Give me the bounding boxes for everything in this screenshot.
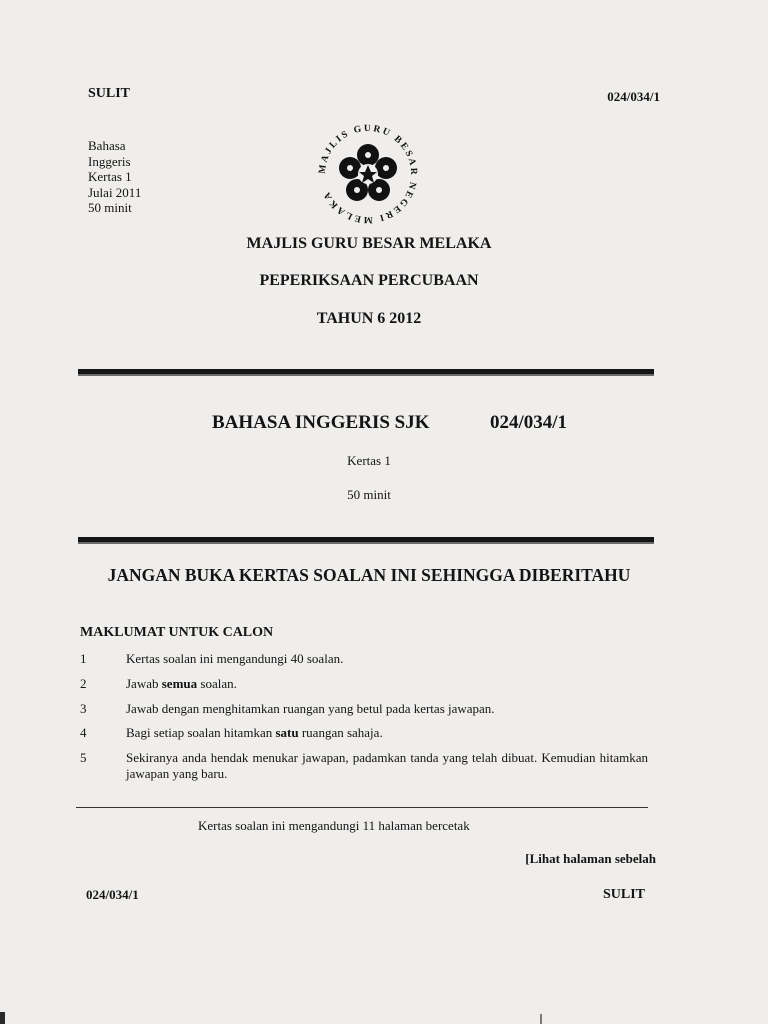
- thick-divider: [78, 369, 654, 374]
- candidate-info-heading: MAKLUMAT UNTUK CALON: [80, 625, 274, 640]
- instruction-number: 4: [80, 725, 87, 740]
- meta-line: Julai 2011: [88, 184, 142, 200]
- exam-year: TAHUN 6 2012: [316, 310, 422, 327]
- classification-bottom: SULIT: [602, 887, 645, 902]
- subject-code: 024/034/1: [490, 412, 568, 433]
- instruction-number: 2: [80, 676, 87, 691]
- exam-name: PEPERIKSAAN PERCUBAAN: [259, 272, 479, 289]
- meta-line: 50 minit: [88, 200, 132, 216]
- classification-top: SULIT: [88, 86, 131, 101]
- thin-divider: [76, 807, 648, 808]
- instruction-text: Jawab dengan menghitamkan ruangan yang betul pada kertas jawapan.: [126, 701, 495, 716]
- subject-title: BAHASA INGGERIS SJK: [212, 412, 430, 433]
- scan-mark: [540, 1014, 542, 1024]
- thick-divider: [78, 537, 654, 542]
- do-not-open-warning: JANGAN BUKA KERTAS SOALAN INI SEHINGGA DIBERITAHU: [107, 565, 631, 585]
- instruction-number: 5: [80, 750, 87, 765]
- instruction-text: Kertas soalan ini mengandungi 40 soalan.: [126, 651, 344, 666]
- instruction-text: Bagi setiap soalan hitamkan satu ruangan sahaja.: [126, 725, 383, 740]
- paper-code-top: 024/034/1: [607, 89, 660, 104]
- instruction-text: Jawab semua soalan.: [126, 676, 237, 691]
- paper-number: Kertas 1: [347, 453, 391, 468]
- paper-duration: 50 minit: [347, 487, 391, 502]
- council-name: MAJLIS GURU BESAR MELAKA: [246, 235, 492, 252]
- meta-line: Kertas 1: [88, 169, 132, 185]
- instruction-number: 1: [80, 651, 87, 666]
- paper-meta: [88, 138, 141, 216]
- meta-line: Bahasa: [88, 138, 126, 153]
- svg-text:MAJLIS GURU BESAR NEGERI MELAK: MAJLIS GURU BESAR NEGERI MELAKA: [317, 123, 419, 225]
- council-seal-icon: [316, 122, 420, 226]
- page-count-note: Kertas soalan ini mengandungi 11 halaman bercetak: [198, 818, 470, 833]
- instruction-text: Sekiranya anda hendak menukar jawapan, padamkan tanda yang telah dibuat. Kemudian hitamkan jawapan yang baru.: [126, 750, 648, 781]
- scan-mark: [0, 1012, 5, 1024]
- paper-code-bottom: 024/034/1: [86, 887, 139, 902]
- meta-line: Inggeris: [88, 153, 131, 169]
- instruction-number: 3: [80, 701, 87, 716]
- see-next-page-note: [Lihat halaman sebelah: [525, 851, 656, 866]
